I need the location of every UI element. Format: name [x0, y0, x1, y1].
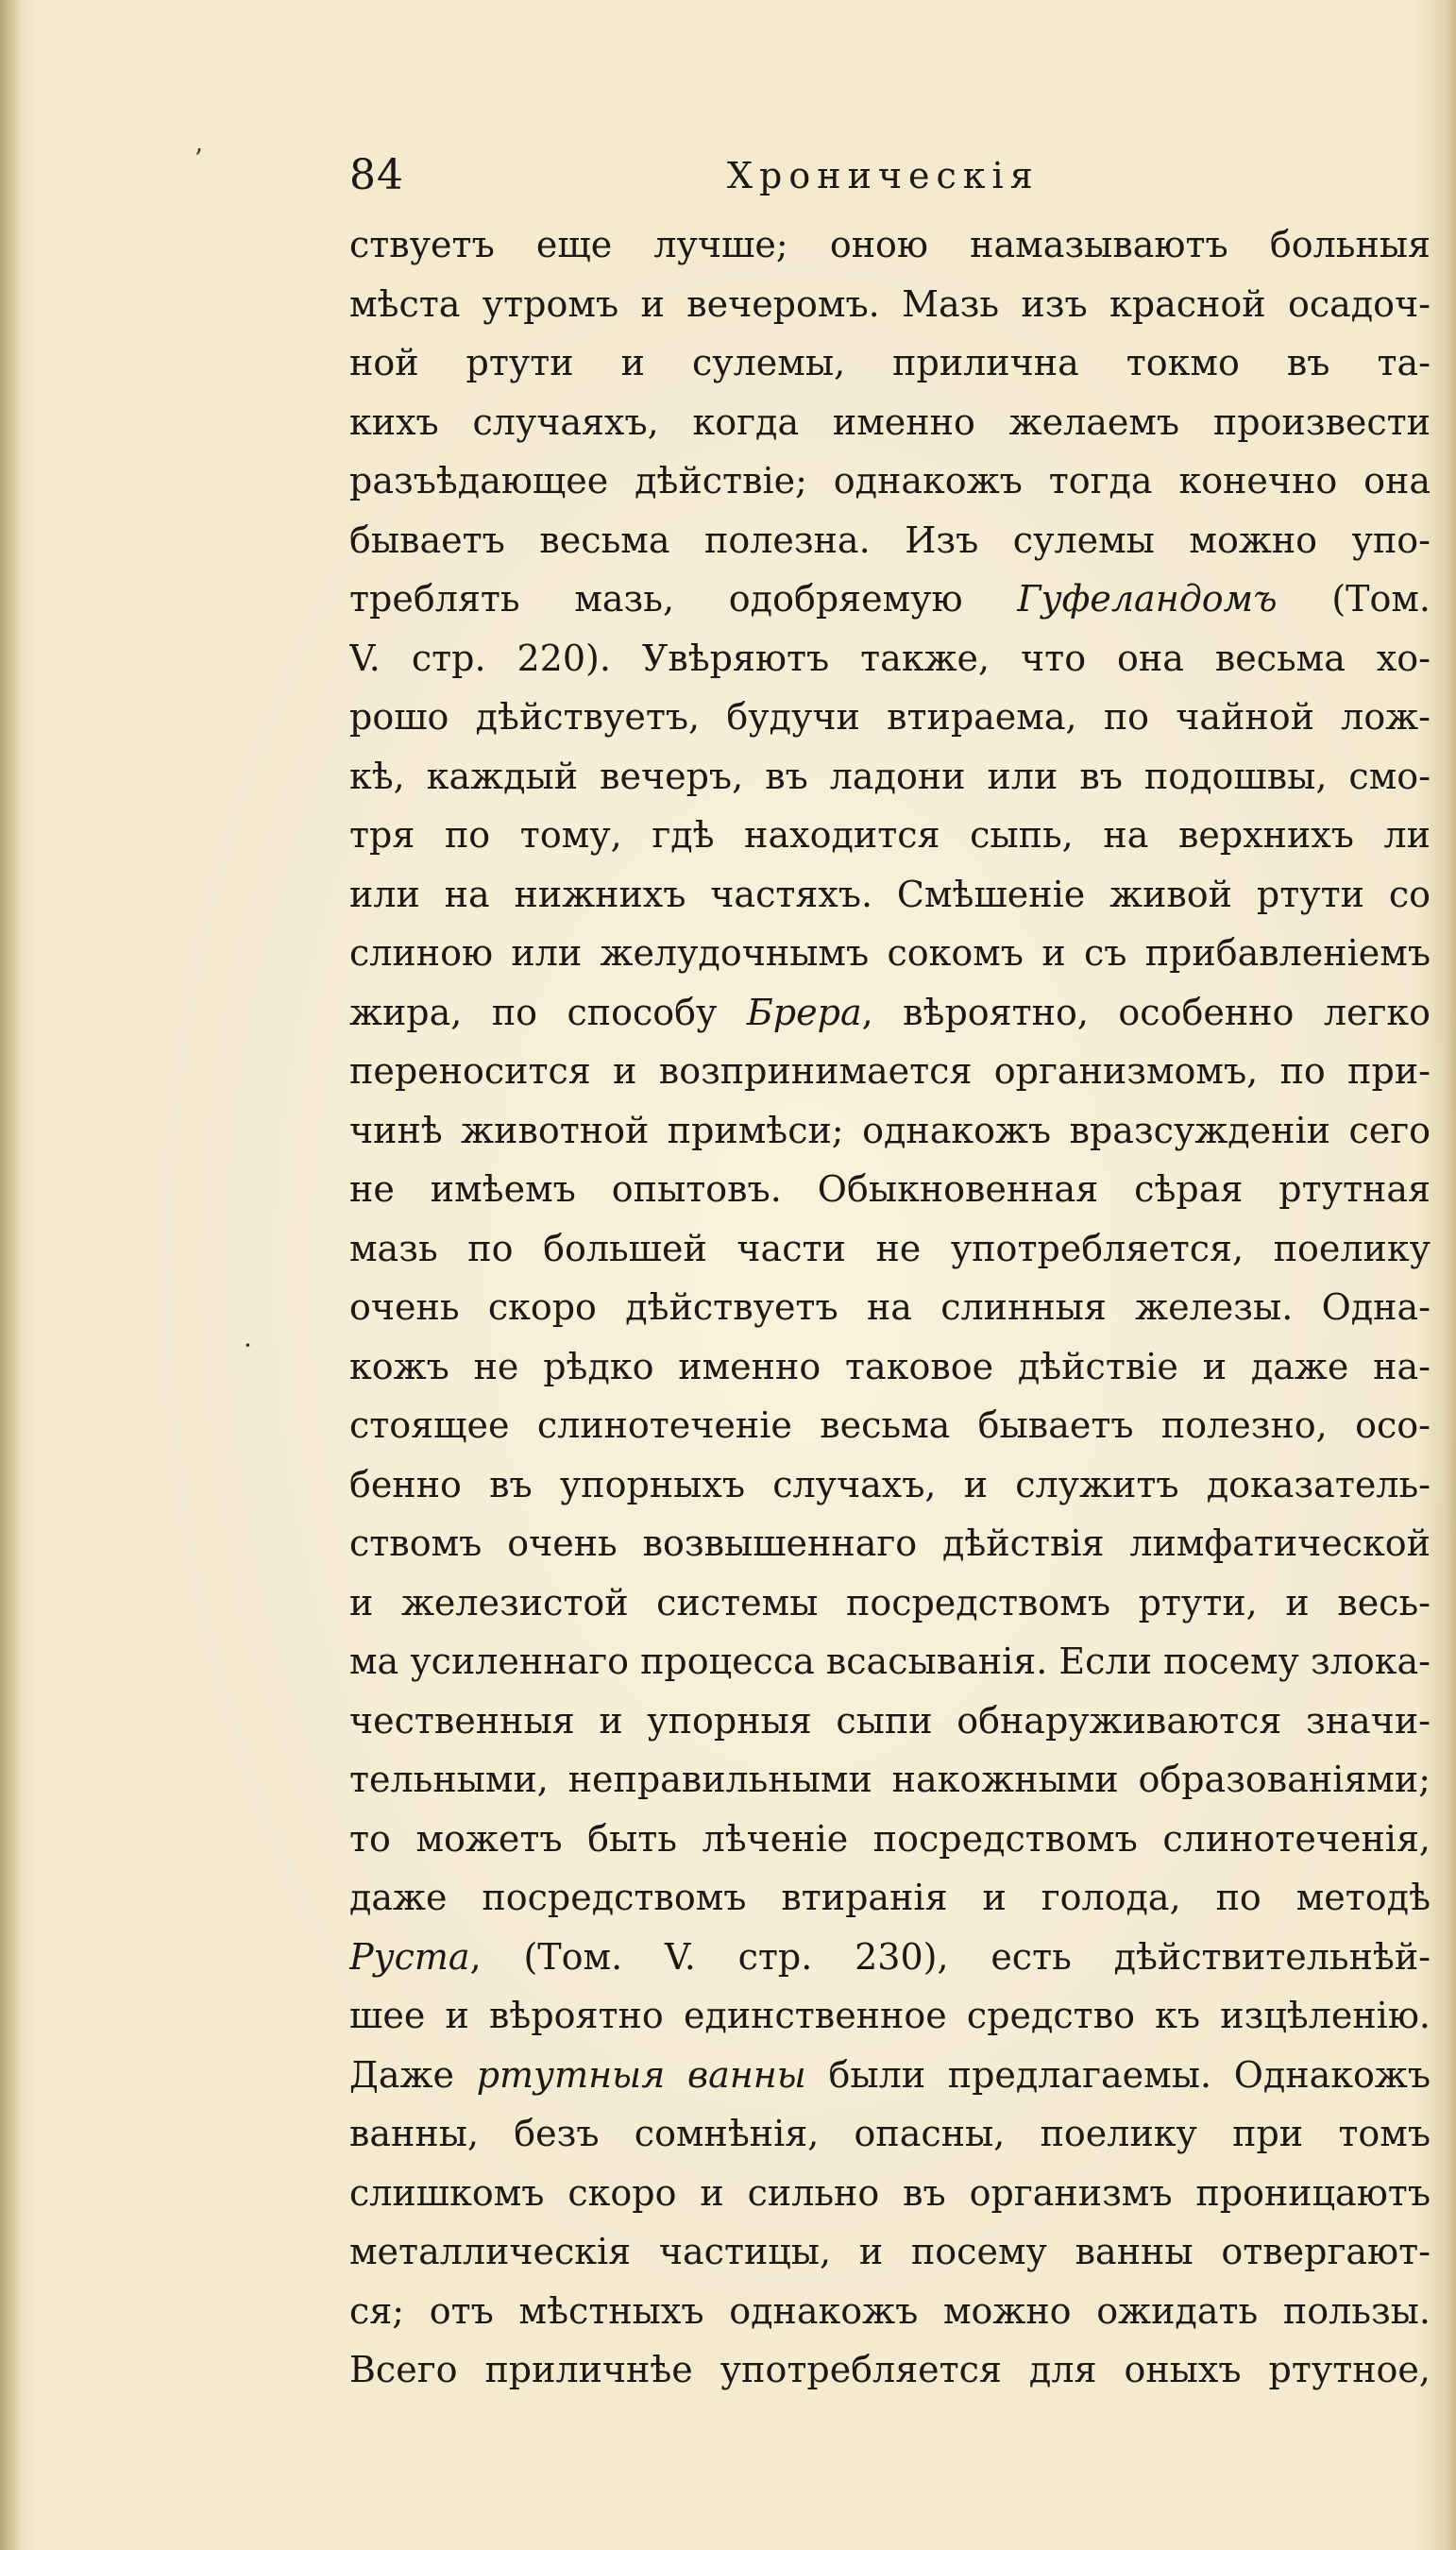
- text-line: чественныя и упорныя сыпи обнаруживаются значи-: [349, 1699, 1431, 1742]
- text-line: V. стр. 220). Увѣряютъ также, что она весьма хо-: [349, 637, 1431, 679]
- text-line: кихъ случаяхъ, когда именно желаемъ произвести: [349, 400, 1431, 443]
- italic-name: Руста: [349, 1935, 470, 1978]
- text-line: и железистой системы посредствомъ ртути, и весь-: [349, 1581, 1431, 1624]
- text-segment: Даже: [349, 2053, 477, 2096]
- text-segment: были предлагаемы. Однакожъ: [805, 2053, 1431, 2096]
- text-line: то можетъ быть лѣченіе посредствомъ слинотеченія,: [349, 1817, 1431, 1860]
- page-header: [349, 151, 1445, 208]
- text-line: мѣста утромъ и вечеромъ. Мазь изъ красной осадоч-: [349, 282, 1431, 325]
- text-line: шее и вѣроятно единственное средство къ изцѣленію.: [349, 1995, 1431, 2036]
- text-line: чинѣ животной примѣси; однакожъ вразсужденіи сего: [349, 1109, 1431, 1151]
- text-line: ма усиленнаго процесса всасыванія. Если посему злока-: [349, 1640, 1431, 1682]
- italic-name: Брера: [746, 991, 862, 1033]
- text-line: даже посредствомъ втиранія и голода, по методѣ: [349, 1877, 1431, 1918]
- text-segment: , вѣроятно, особенно легко: [861, 991, 1431, 1033]
- italic-name: Гуфеландомъ: [1017, 578, 1278, 620]
- text-line: кѣ, каждый вечеръ, въ ладони или въ подошвы, смо-: [349, 755, 1431, 797]
- text-line: слиною или желудочнымъ сокомъ и съ прибавленіемъ: [349, 932, 1431, 974]
- text-line: [349, 570, 1431, 629]
- page-gutter: [0, 0, 21, 2550]
- text-line: рошо дѣйствуетъ, будучи втираема, по чайной лож-: [349, 696, 1431, 738]
- text-segment: (Том.: [1277, 578, 1431, 620]
- text-line: слишкомъ скоро и сильно въ организмъ проницаютъ: [349, 2171, 1431, 2214]
- text-line: переносится и возпринимается организмомъ, по при-: [349, 1050, 1431, 1092]
- text-line: разъѣдающее дѣйствіе; однакожъ тогда конечно она: [349, 460, 1431, 502]
- text-line: [349, 983, 1431, 1043]
- text-segment: жира, по способу: [349, 991, 747, 1033]
- text-line: [349, 2046, 1431, 2105]
- text-line: ствомъ очень возвышеннаго дѣйствія лимфатической: [349, 1522, 1431, 1564]
- body-text: [349, 215, 1431, 2400]
- text-line: мазь по большей части не употребляется, поелику: [349, 1227, 1431, 1269]
- text-line: ствуетъ еще лучше; оною намазываютъ больныя: [349, 224, 1431, 265]
- text-line: бенно въ упорныхъ случахъ, и служитъ доказатель-: [349, 1463, 1431, 1505]
- text-line: ся; отъ мѣстныхъ однакожъ можно ожидать пользы.: [349, 2289, 1431, 2332]
- text-line: [349, 1928, 1431, 1987]
- page-number: 84: [349, 151, 404, 199]
- text-line: ной ртути и сулемы, прилична токмо въ та-: [349, 342, 1431, 383]
- text-line: Всего приличнѣе употребляется для оныхъ ртутное,: [349, 2349, 1431, 2390]
- text-line: бываетъ весьма полезна. Изъ сулемы можно упо-: [349, 518, 1431, 561]
- text-line: очень скоро дѣйствуетъ на слинныя железы. Одна-: [349, 1286, 1431, 1328]
- text-line: металлическія частицы, и посему ванны отвергают-: [349, 2231, 1431, 2272]
- text-line: тря по тому, гдѣ находится сыпь, на верхнихъ ли: [349, 814, 1431, 856]
- margin-dot: ·: [244, 1330, 252, 1361]
- running-head: Хроническія: [727, 155, 1040, 196]
- text-line: не имѣемъ опытовъ. Обыкновенная сѣрая ртутная: [349, 1168, 1431, 1210]
- text-line: стоящее слинотеченіе весьма бываетъ полезно, осо-: [349, 1404, 1431, 1446]
- text-line: или на нижнихъ частяхъ. Смѣшеніе живой ртути со: [349, 873, 1431, 915]
- text-line: ванны, безъ сомнѣнія, опасны, поелику при томъ: [349, 2113, 1431, 2154]
- text-segment: треблять мазь, одобряемую: [349, 578, 1018, 620]
- text-segment: , (Том. V. стр. 230), есть дѣйствительнѣй-: [469, 1935, 1431, 1978]
- text-line: тельными, неправильными накожными образованіями;: [349, 1759, 1431, 1800]
- italic-name: ртутныя ванны: [476, 2053, 806, 2096]
- margin-mark: ʼ: [194, 144, 202, 175]
- text-line: кожъ не рѣдко именно таковое дѣйствіе и даже на-: [349, 1345, 1431, 1387]
